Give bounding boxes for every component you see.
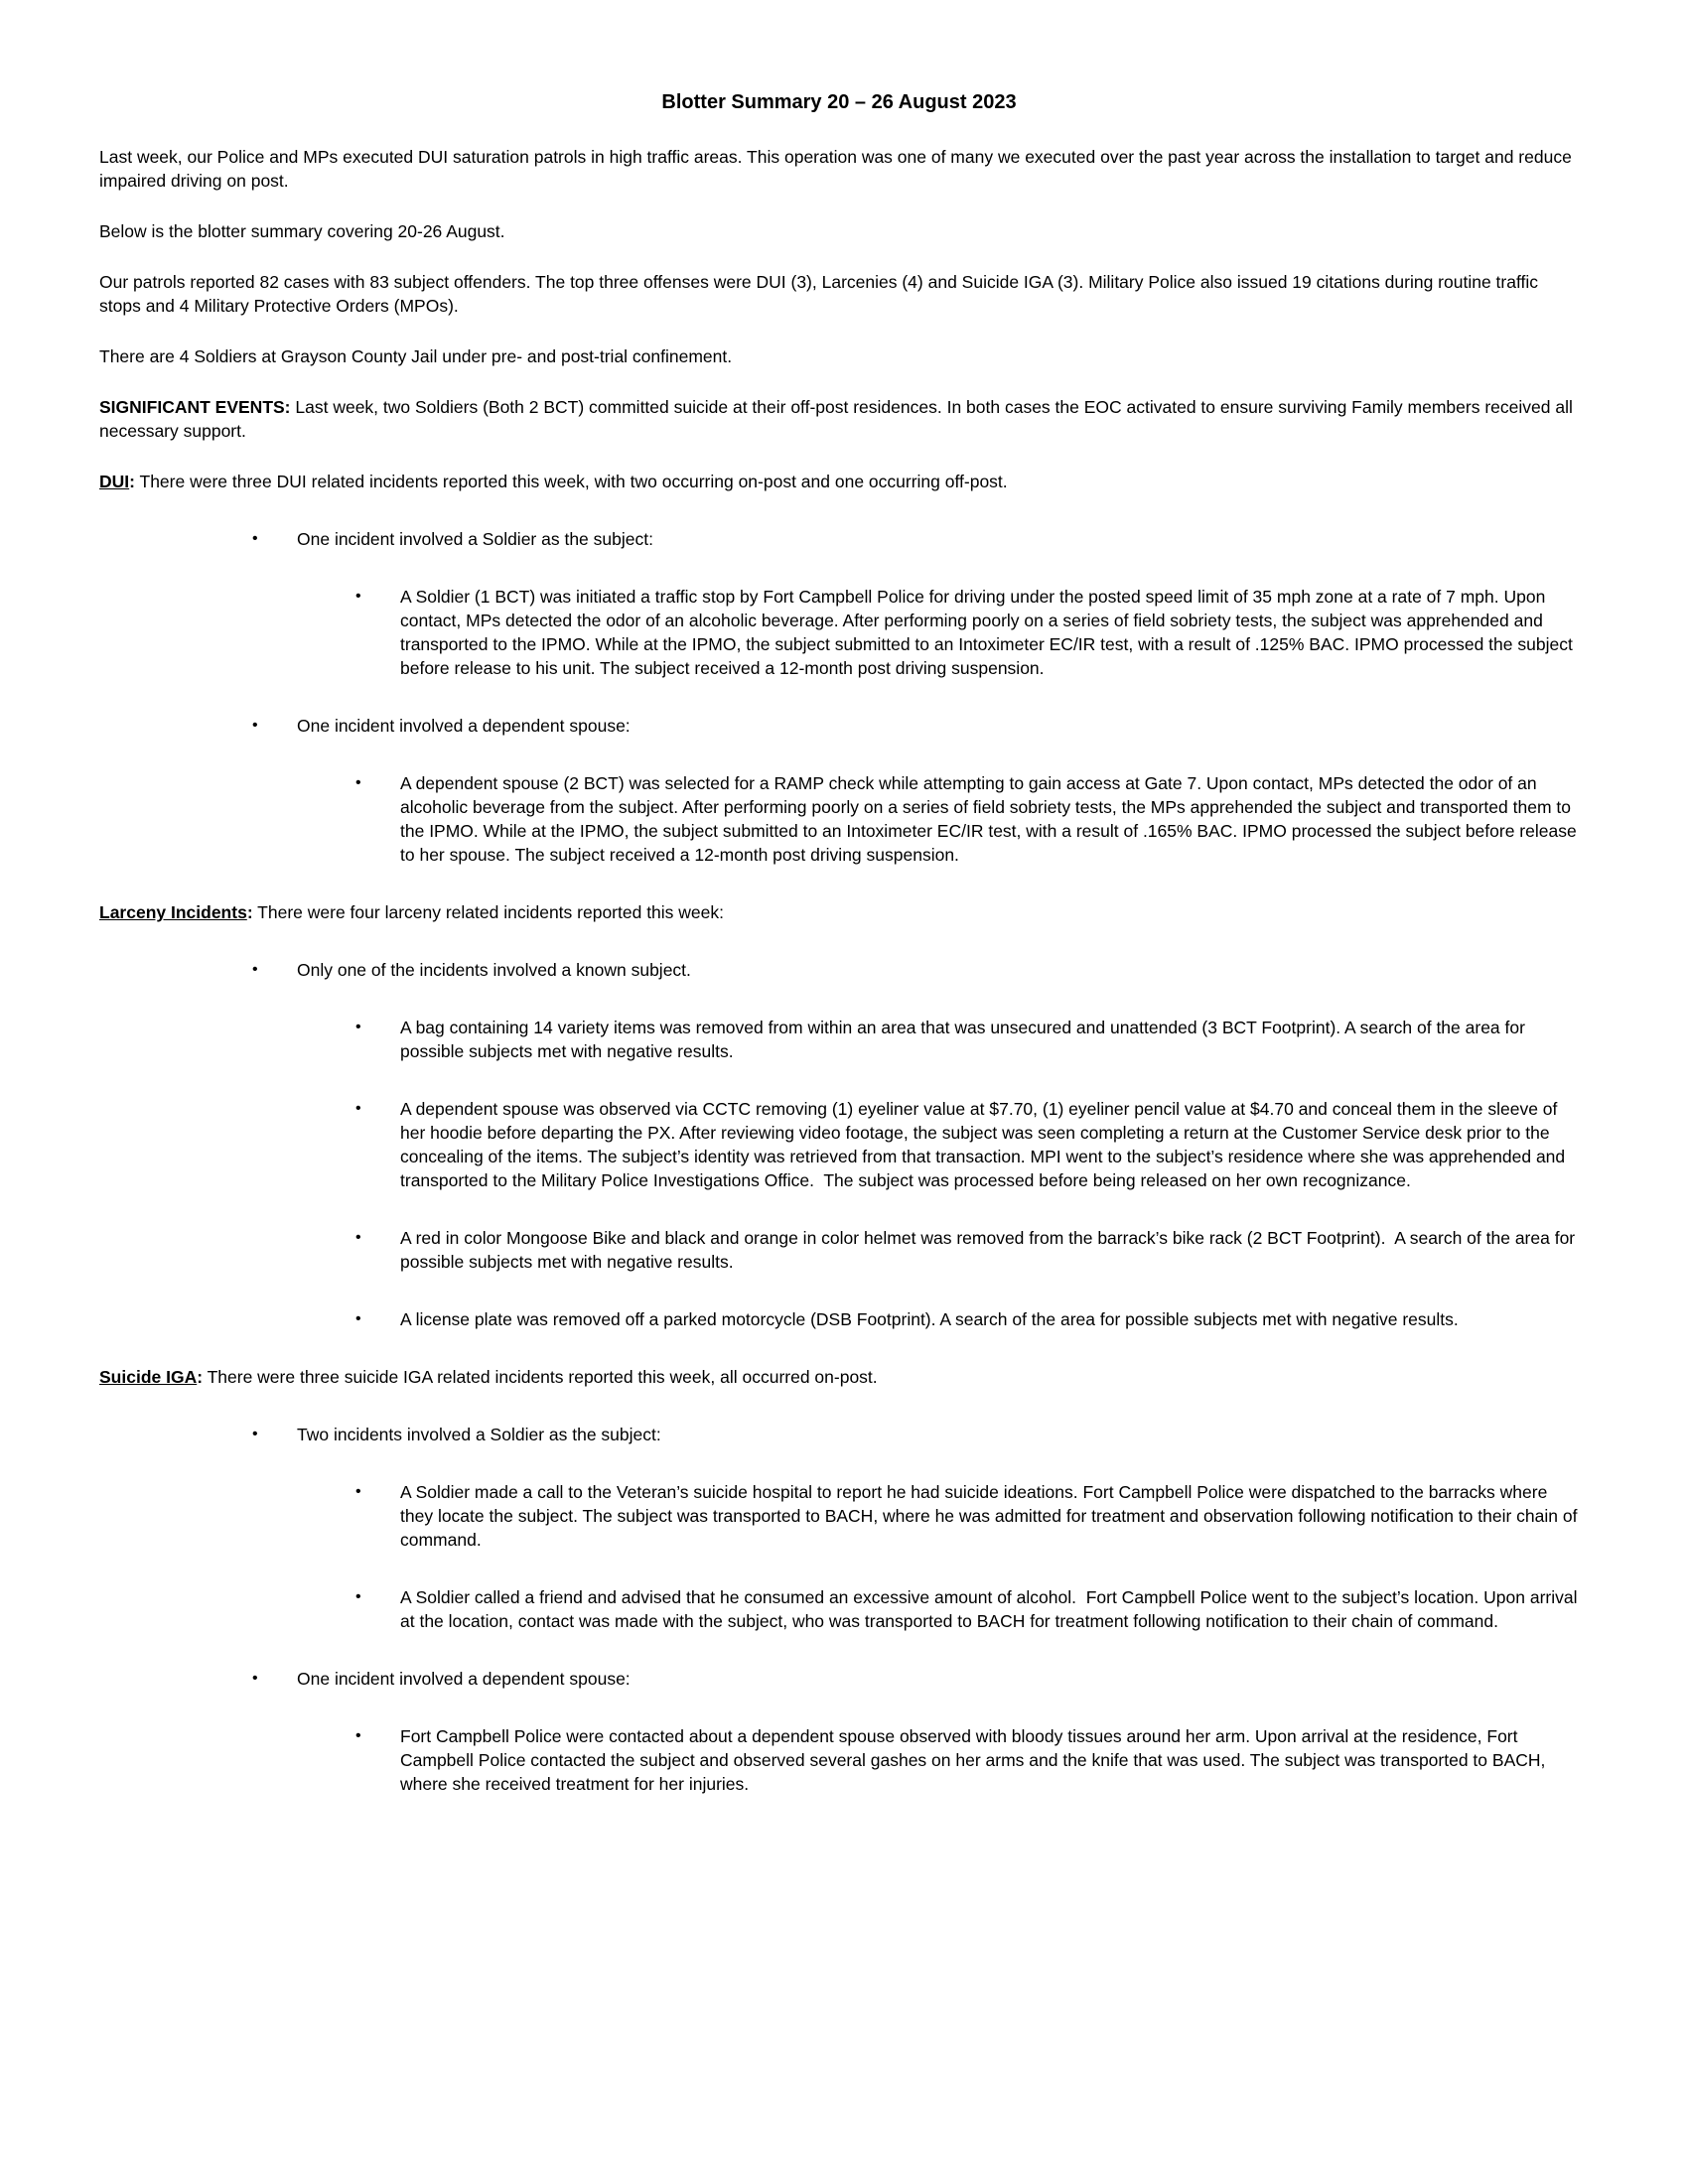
sub-bullet-suicide-spouse-incident: [99, 1724, 1579, 1796]
suicide-section-colon: :: [197, 1367, 204, 1387]
sub-bullet-suicide-hospital-call: [99, 1480, 1583, 1552]
sub-bullet-dui-soldier-incident: [99, 585, 1579, 680]
bullet-text: Only one of the incidents involved a known subject.: [297, 960, 691, 980]
stats-paragraph-text: Our patrols reported 82 cases with 83 subject offenders. The top three offenses were DUI (3), Larcenies (4) and Suicide IGA (3). Military Police also issued 19 citations during routine traffic stops and 4 Military Protective Orders (MPOs).: [99, 272, 1543, 316]
dui-section-intro: There were three DUI related incidents reported this week, with two occurring on-post and one occurring off-post.: [134, 472, 1008, 491]
bullet-icon: •: [252, 961, 258, 978]
bullet-item-suicide-soldiers: [99, 1423, 1579, 1446]
bullet-icon: •: [355, 1727, 361, 1744]
bullet-text: A Soldier (1 BCT) was initiated a traffic stop by Fort Campbell Police for driving under the posted speed limit of 35 mph zone at a rate of 7 mph. Upon contact, MPs detected the odor of an alcoholic beverage. After performing poorly on a series of field sobriety tests, the subject was apprehended and transported to the IPMO. While at the IPMO, the subject submitted to an Intoximeter EC/IR test, with a result of .125% BAC. IPMO processed the subject before release to his unit. The subject received a 12-month post driving suspension.: [400, 587, 1578, 678]
page-title: Blotter Summary 20 – 26 August 2023: [661, 91, 1017, 113]
sub-bullet-larceny-bike: [99, 1226, 1579, 1274]
sub-bullet-dui-spouse-incident: [99, 771, 1582, 867]
bullet-icon: •: [355, 1588, 361, 1605]
bullet-text: A license plate was removed off a parked motorcycle (DSB Footprint). A search of the area for possible subjects met with negative results.: [400, 1309, 1459, 1329]
suicide-section-intro: There were three suicide IGA related incidents reported this week, all occurred on-post.: [203, 1367, 878, 1387]
larceny-section-heading: [99, 900, 1579, 924]
bullet-text: One incident involved a dependent spouse:: [297, 716, 631, 736]
bullet-text: A red in color Mongoose Bike and black and orange in color helmet was removed from the barrack’s bike rack (2 BCT Footprint). A search of the area for possible subjects met with negative results.: [400, 1228, 1581, 1272]
bullet-icon: •: [252, 530, 258, 547]
bullet-icon: •: [252, 717, 258, 734]
dui-section-colon: :: [129, 472, 135, 491]
bullet-text: Fort Campbell Police were contacted about a dependent spouse observed with bloody tissues around her arm. Upon arrival at the residence, Fort Campbell Police contacted the subject and observed several gashes on her arms and the knife that was used. The subject was transported to BACH, where she received treatment for her injuries.: [400, 1726, 1551, 1794]
intro-paragraph-1-text: Last week, our Police and MPs executed DUI saturation patrols in high traffic areas. This operation was one of many we executed over the past year across the installation to target and reduce impaired driving on post.: [99, 147, 1577, 191]
larceny-section-label: Larceny Incidents: [99, 902, 247, 922]
bullet-text: A Soldier called a friend and advised that he consumed an excessive amount of alcohol. Fort Campbell Police went to the subject’s location. Upon arrival at the location, contact was made with the subject, who was transported to BACH for treatment following notification to their chain of command.: [400, 1587, 1583, 1631]
bullet-item-dui-spouse: [99, 714, 1579, 738]
bullet-icon: •: [252, 1426, 258, 1442]
intro-paragraph-2-text: Below is the blotter summary covering 20-26 August.: [99, 221, 505, 241]
significant-events-paragraph: [99, 395, 1579, 443]
bullet-text: A dependent spouse was observed via CCTC removing (1) eyeliner value at $7.70, (1) eyeliner pencil value at $4.70 and conceal them in the sleeve of her hoodie before departing the PX. After reviewing video footage, the subject was seen completing a return at the Customer Service desk prior to the concealing of the items. The subject’s identity was retrieved from that transaction. MPI went to the subject’s residence where she was apprehended and transported to the Military Police Investigations Office. The subject was processed before being released on her own recognizance.: [400, 1099, 1571, 1190]
confinement-paragraph-text: There are 4 Soldiers at Grayson County Jail under pre- and post-trial confinement.: [99, 346, 733, 366]
bullet-icon: •: [355, 1310, 361, 1327]
dui-section-heading: [99, 470, 1579, 493]
significant-events-label: SIGNIFICANT EVENTS:: [99, 397, 291, 417]
bullet-text: A dependent spouse (2 BCT) was selected for a RAMP check while attempting to gain access at Gate 7. Upon contact, MPs detected the odor of an alcoholic beverage from the subject. After performing poorly on a series of field sobriety tests, the MPs apprehended the subject and transported them to the IPMO. While at the IPMO, the subject submitted to an Intoximeter EC/IR test, with a result of .165% BAC. IPMO processed the subject before release to her spouse. The subject received a 12-month post driving suspension.: [400, 773, 1582, 865]
bullet-text: A bag containing 14 variety items was removed from within an area that was unsecured and unattended (3 BCT Footprint). A search of the area for possible subjects met with negative results.: [400, 1018, 1530, 1061]
larceny-section-intro: There were four larceny related incidents reported this week:: [252, 902, 725, 922]
sub-bullet-larceny-license-plate: [99, 1307, 1579, 1331]
bullet-icon: •: [355, 1229, 361, 1246]
bullet-text: A Soldier made a call to the Veteran’s suicide hospital to report he had suicide ideations. Fort Campbell Police were dispatched to the barracks where they locate the subject. The subject was transported to BACH, where he was admitted for treatment and observation following notification to their chain of command.: [400, 1482, 1583, 1550]
bullet-text: One incident involved a Soldier as the subject:: [297, 529, 653, 549]
bullet-text: Two incidents involved a Soldier as the subject:: [297, 1425, 661, 1444]
bullet-item-larceny-known-subject: [99, 958, 1579, 982]
bullet-item-dui-soldier: [99, 527, 1579, 551]
bullet-icon: •: [252, 1670, 258, 1687]
intro-paragraph-1: [99, 145, 1579, 193]
significant-events-text: Last week, two Soldiers (Both 2 BCT) committed suicide at their off-post residences. In both cases the EOC activated to ensure surviving Family members received all necessary support.: [99, 397, 1578, 441]
sub-bullet-larceny-eyeliner: [99, 1097, 1579, 1192]
suicide-section-label: Suicide IGA: [99, 1367, 198, 1387]
stats-paragraph: [99, 270, 1579, 318]
dui-section-label: DUI: [99, 472, 130, 491]
bullet-icon: •: [355, 1100, 361, 1117]
suicide-section-heading: [99, 1365, 1579, 1389]
sub-bullet-suicide-friend-call: [99, 1585, 1583, 1633]
sub-bullet-larceny-bag: [99, 1016, 1579, 1063]
bullet-icon: •: [355, 1483, 361, 1500]
larceny-section-colon: :: [246, 902, 253, 922]
bullet-icon: •: [355, 1019, 361, 1035]
bullet-icon: •: [355, 774, 361, 791]
bullet-icon: •: [355, 588, 361, 605]
confinement-paragraph: [99, 344, 1579, 368]
intro-paragraph-2: [99, 219, 1579, 243]
bullet-item-suicide-spouse: [99, 1667, 1579, 1691]
bullet-text: One incident involved a dependent spouse:: [297, 1669, 631, 1689]
